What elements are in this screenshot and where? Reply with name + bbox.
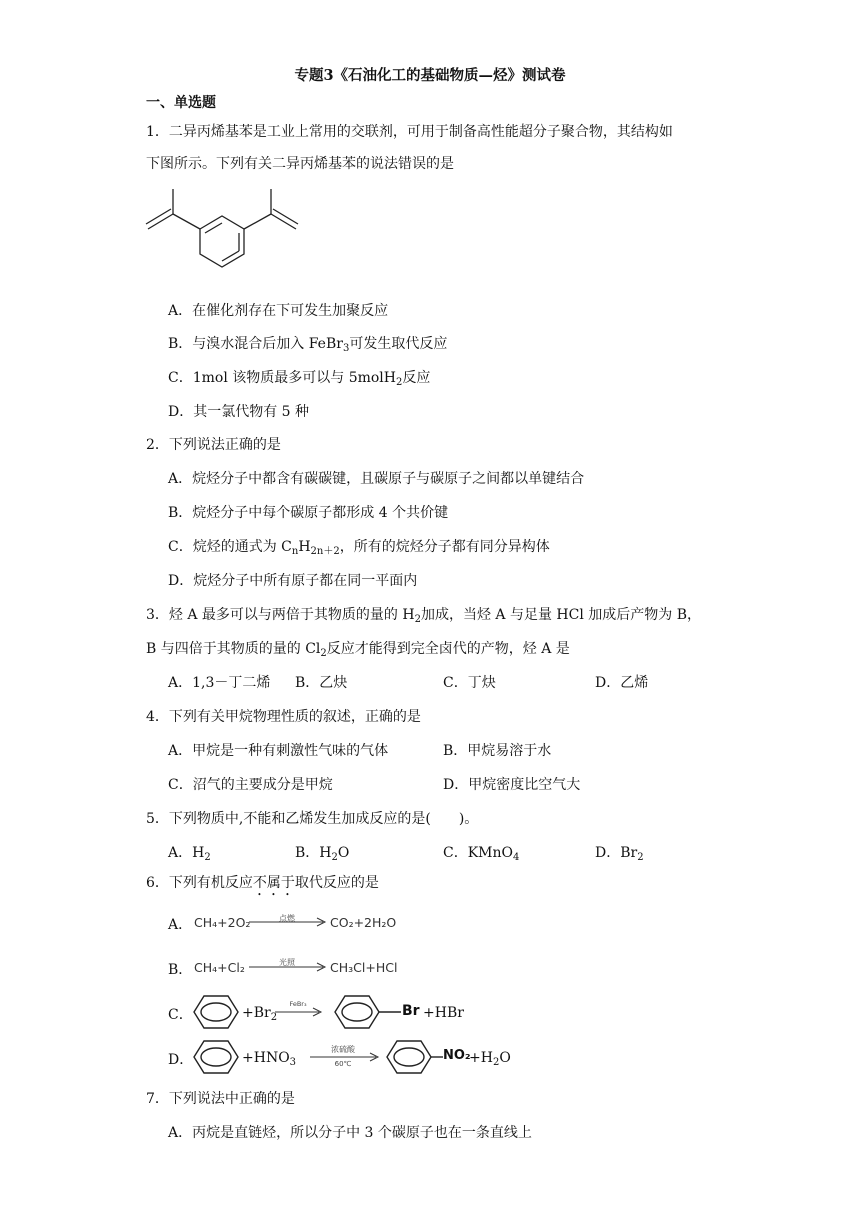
q6-option-c-label: C． bbox=[168, 1007, 193, 1023]
q6-option-d-label: D． bbox=[168, 1052, 194, 1068]
q6-a-products: CO₂+2H₂O bbox=[330, 915, 397, 930]
q3-option-b: B．乙炔 bbox=[295, 675, 348, 691]
q6-b-products: CH₃Cl+HCl bbox=[330, 960, 398, 975]
q2-option-d: D．烷烃分子中所有原子都在同一平面内 bbox=[168, 573, 418, 589]
q6-d-condition: 浓硫酸 bbox=[331, 1045, 355, 1054]
q3-option-d: D．乙烯 bbox=[595, 675, 649, 691]
q1-stem-line1: 1．二异丙烯基苯是工业上常用的交联剂，可用于制备高性能超分子聚合物，其结构如 bbox=[146, 124, 673, 140]
q6-b-reactants: CH₄+Cl₂ bbox=[194, 960, 245, 975]
q6-b-condition: 光照 bbox=[279, 958, 295, 967]
q4-option-d: D．甲烷密度比空气大 bbox=[443, 777, 581, 793]
q5-stem: 5．下列物质中,不能和乙烯发生加成反应的是( )。 bbox=[146, 811, 479, 827]
diisopropenylbenzene-structure bbox=[140, 186, 310, 281]
q2-stem: 2．下列说法正确的是 bbox=[146, 437, 281, 453]
q6-a-reactants: CH₄+2O₂ bbox=[194, 915, 251, 930]
section-heading: 一、单选题 bbox=[146, 95, 216, 111]
q6-d-condition-temp: 60℃ bbox=[334, 1060, 352, 1068]
q1-stem-line2: 下图所示。下列有关二异丙烯基苯的说法错误的是 bbox=[146, 156, 454, 172]
q6-d-byproduct: $+H_2O$ bbox=[469, 1050, 511, 1068]
q5-option-b: B．$H_2O$ bbox=[295, 845, 350, 863]
page-title: 专题3《石油化工的基础物质—烃》测试卷 bbox=[294, 67, 566, 84]
q5-option-a: A．$H_2$ bbox=[168, 845, 211, 863]
q5-option-d: D．$Br_2$ bbox=[595, 845, 644, 863]
q6-d-benzene bbox=[192, 1039, 242, 1075]
q7-option-a: A．丙烷是直链烃，所以分子中 3 个碳原子也在一条直线上 bbox=[168, 1125, 532, 1141]
q2-option-a: A．烷烃分子中都含有碳碳键，且碳原子与碳原子之间都以单键结合 bbox=[168, 471, 585, 487]
q6-c-byproduct: +HBr bbox=[423, 1005, 464, 1021]
q3-stem-line1: 3．烃 A 最多可以与两倍于其物质的量的 $H_2$加成，当烃 A 与足量 HCl 加成后产物为 B， bbox=[146, 607, 702, 625]
q3-option-c: C．丁炔 bbox=[443, 675, 496, 691]
q6-emphasis: 不属于 bbox=[252, 875, 295, 891]
q4-stem: 4．下列有关甲烷物理性质的叙述，正确的是 bbox=[146, 709, 421, 725]
q5-option-c: C．KMnO$_4$ bbox=[443, 845, 520, 863]
q6-option-b-label: B． bbox=[168, 962, 193, 978]
q6-c-bromobenzene bbox=[333, 994, 403, 1030]
q1-option-b: B．与溴水混合后加入 FeBr$_3$可发生取代反应 bbox=[168, 336, 448, 354]
q6-a-condition: 点燃 bbox=[279, 914, 295, 923]
q6-a-arrow bbox=[249, 917, 327, 927]
q7-stem: 7．下列说法中正确的是 bbox=[146, 1091, 295, 1107]
q3-stem-line2: B 与四倍于其物质的量的 $Cl_2$反应才能得到完全卤代的产物，烃 A 是 bbox=[146, 641, 570, 659]
q6-d-reagent: $+HNO_3$ bbox=[242, 1050, 297, 1068]
q4-option-b: B．甲烷易溶于水 bbox=[443, 743, 552, 759]
q6-d-substituent: NO₂ bbox=[443, 1048, 471, 1063]
q6-stem: 6．下列有机反应不属于取代反应的是 bbox=[146, 875, 379, 891]
q1-option-d: D．其一氯代物有 5 种 bbox=[168, 404, 310, 420]
q4-option-a: A．甲烷是一种有刺激性气味的气体 bbox=[168, 743, 389, 759]
q3-option-a: A．1,3－丁二烯 bbox=[168, 675, 271, 691]
q4-option-c: C．沼气的主要成分是甲烷 bbox=[168, 777, 333, 793]
q6-c-substituent: Br bbox=[402, 1003, 420, 1019]
q6-c-benzene bbox=[192, 994, 242, 1030]
q6-c-reagent: $+Br_2$ bbox=[242, 1005, 278, 1023]
q6-c-condition: FeBr₃ bbox=[289, 1000, 307, 1008]
q6-option-a-label: A． bbox=[168, 917, 193, 933]
q2-option-c: C．烷烃的通式为 $C_nH_{2n+2}$，所有的烷烃分子都有同分异构体 bbox=[168, 539, 550, 557]
q2-option-b: B．烷烃分子中每个碳原子都形成 4 个共价键 bbox=[168, 505, 449, 521]
q6-d-nitrobenzene bbox=[385, 1039, 445, 1075]
q6-c-arrow bbox=[275, 1007, 323, 1017]
q1-option-a: A．在催化剂存在下可发生加聚反应 bbox=[168, 303, 389, 319]
q1-option-c: C．1mol 该物质最多可以与 5molH$_2$反应 bbox=[168, 370, 431, 388]
q6-b-arrow bbox=[249, 962, 327, 972]
